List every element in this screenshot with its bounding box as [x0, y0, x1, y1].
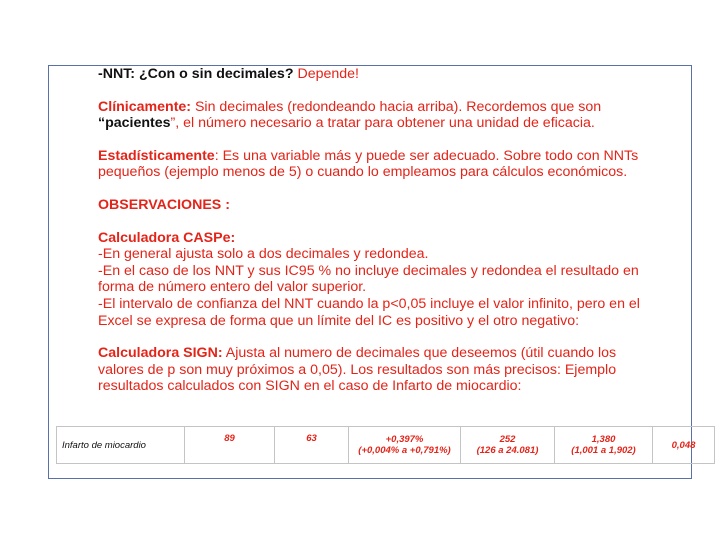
clinical-paragraph: Clínicamente: Sin decimales (redondeando hacia arriba). Recordemos que son “pacientes”, el número necesario a tratar para obtener una unidad de eficacia.: [98, 98, 602, 132]
row-label-cell: Infarto de miocardio: [57, 427, 185, 464]
col4-interval: (126 a 24.081): [476, 445, 539, 456]
col2-cell: 63: [275, 427, 349, 464]
col5-value: 1,380: [591, 434, 616, 445]
slide-title: -NNT: ¿Con o sin decimales? Depende!: [98, 66, 359, 82]
col4-cell: [461, 427, 555, 464]
col3-cell: [349, 427, 461, 464]
table-row: [57, 427, 715, 464]
caspe-line-3: -El intervalo de confianza del NNT cuando la p<0,05 incluye el valor infinito, pero en el Excel se expresa de forma que un límite del IC es positivo y el otro negativo:: [98, 295, 640, 329]
col5-cell: [555, 427, 653, 464]
observations-heading: OBSERVACIONES :: [98, 196, 230, 213]
sign-paragraph: Calculadora SIGN: Ajusta al numero de decimales que deseemos (útil cuando los valores de p son muy próximos a 0,05). Los resultados son más precisos: Ejemplo resultados calculados con SIGN en el caso de Infarto de miocardio:: [98, 345, 617, 395]
col5-interval: (1,001 a 1,902): [571, 445, 636, 456]
col3-value: +0,397%: [385, 434, 424, 445]
col3-interval: (+0,004% a +0,791%): [358, 445, 451, 456]
slide-content: [98, 66, 658, 395]
statistical-paragraph: Estadísticamente: Es una variable más y puede ser adecuado. Sobre todo con NNTs pequeños (ejemplo menos de 5) o cuando lo empleamos para cálculos económicos.: [98, 147, 639, 181]
caspe-line-2: -En el caso de los NNT y sus IC95 % no incluye decimales y redondea el resultado en forma de número entero del valor superior.: [98, 262, 639, 296]
col6-cell: 0,048: [653, 427, 715, 464]
results-table: [56, 426, 715, 464]
caspe-heading: Calculadora CASPe:: [98, 229, 236, 246]
col1-cell: 89: [185, 427, 275, 464]
col4-value: 252: [499, 434, 516, 445]
caspe-line-1: -En general ajusta solo a dos decimales y redondea.: [98, 246, 429, 263]
